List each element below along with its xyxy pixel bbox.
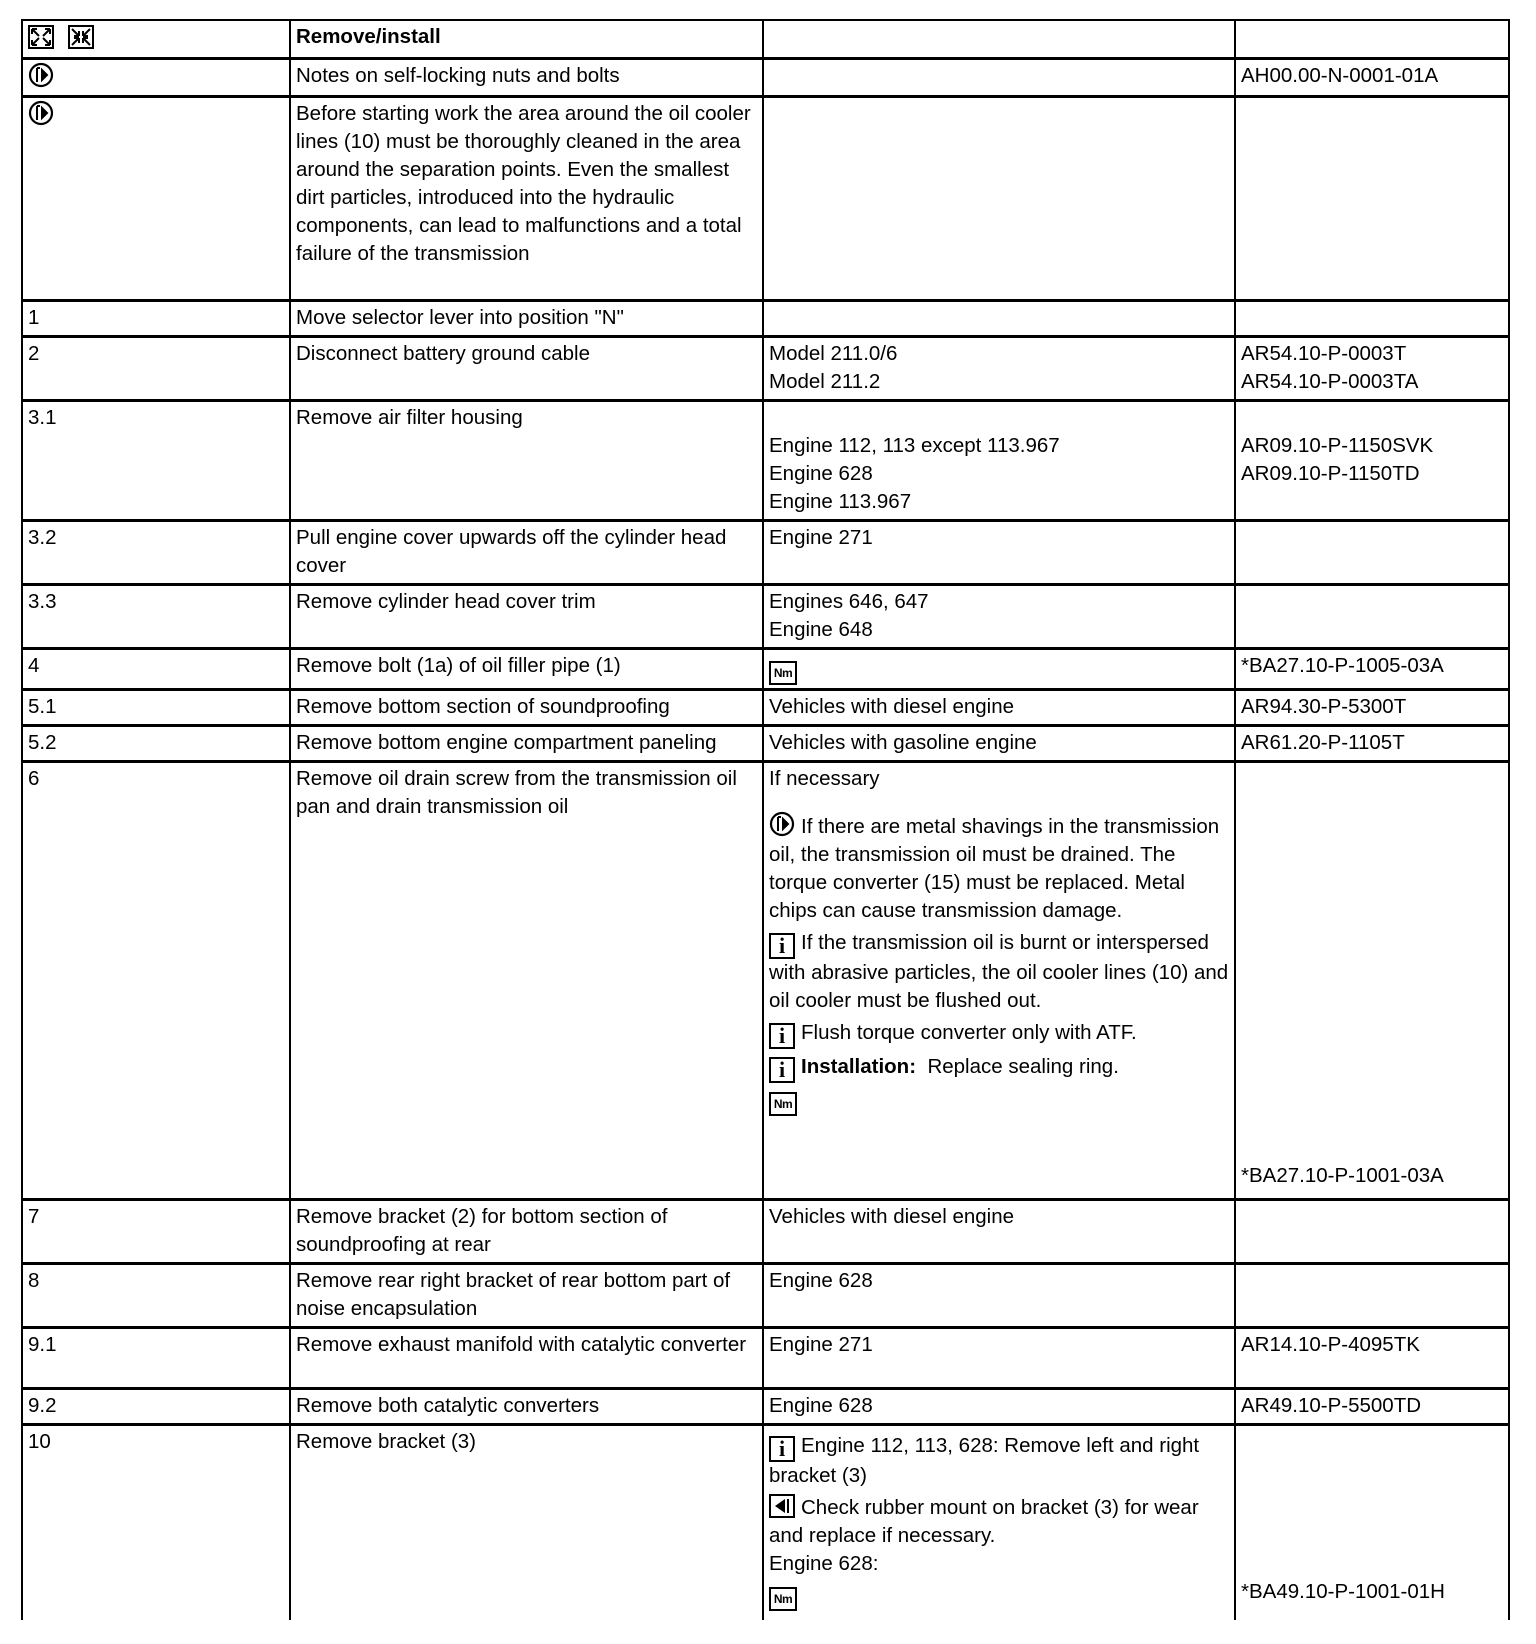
reference-link[interactable]: *BA27.10-P-1001-03A bbox=[1241, 1163, 1444, 1187]
step-number: 2 bbox=[22, 336, 290, 400]
condition-text: Engine 628 bbox=[769, 461, 873, 485]
table-row bbox=[22, 96, 1509, 300]
info-text: If the transmission oil is burnt or interspersed with abrasive particles, the oil cooler lines (10) and oil cooler must be flushed out. bbox=[769, 930, 1229, 1012]
info-icon: i bbox=[769, 1023, 795, 1049]
reference-link[interactable]: AR54.10-P-0003TA bbox=[1241, 369, 1419, 393]
info-text: Engine 112, 113, 628: Remove left and right bracket (3) bbox=[769, 1433, 1200, 1487]
back-triangle-icon bbox=[769, 1494, 795, 1518]
reference-link[interactable]: AR09.10-P-1150TD bbox=[1241, 461, 1420, 485]
condition-cell bbox=[763, 58, 1235, 96]
step-text: Remove oil drain screw from the transmission oil pan and drain transmission oil bbox=[290, 761, 763, 1199]
condition-text: Vehicles with diesel engine bbox=[763, 1199, 1235, 1263]
condition-text: Engines 646, 647 bbox=[769, 589, 929, 613]
step-text: Remove bracket (2) for bottom section of soundproofing at rear bbox=[290, 1199, 763, 1263]
step-number: 10 bbox=[22, 1424, 290, 1620]
step-number: 1 bbox=[22, 300, 290, 336]
condition-cell bbox=[763, 761, 1235, 1199]
step-text: Remove air filter housing bbox=[290, 400, 763, 520]
reference-link[interactable]: AR61.20-P-1105T bbox=[1235, 725, 1509, 761]
table-header-row bbox=[22, 20, 1509, 58]
step-number: 5.1 bbox=[22, 689, 290, 725]
procedure-table bbox=[21, 19, 1510, 1620]
step-text: Remove rear right bracket of rear bottom part of noise encapsulation bbox=[290, 1263, 763, 1327]
condition-cell bbox=[763, 648, 1235, 689]
note-icon-cell bbox=[22, 58, 290, 96]
reference-cell bbox=[1235, 400, 1509, 520]
reference-cell bbox=[1235, 1263, 1509, 1327]
condition-cell bbox=[763, 584, 1235, 648]
table-row bbox=[22, 1327, 1509, 1388]
step-text: Disconnect battery ground cable bbox=[290, 336, 763, 400]
table-row bbox=[22, 725, 1509, 761]
condition-text: Engine 648 bbox=[769, 617, 873, 641]
step-text: Before starting work the area around the oil cooler lines (10) must be thoroughly cleaned in the area around the separation points. Even the smallest dirt particles, introduced into the hydraulic components, can lead to malfunctions and a total failure of the transmission bbox=[290, 96, 763, 300]
reference-link[interactable]: AR94.30-P-5300T bbox=[1235, 689, 1509, 725]
note-arrow-icon bbox=[769, 811, 795, 837]
table-row bbox=[22, 58, 1509, 96]
step-number: 3.1 bbox=[22, 400, 290, 520]
reference-cell bbox=[1235, 300, 1509, 336]
reference-cell bbox=[1235, 761, 1509, 1199]
condition-text: Vehicles with gasoline engine bbox=[763, 725, 1235, 761]
table-row bbox=[22, 584, 1509, 648]
condition-text: Engine 271 bbox=[763, 520, 1235, 584]
reference-link[interactable]: AR09.10-P-1150SVK bbox=[1241, 433, 1434, 457]
info-icon: i bbox=[769, 1057, 795, 1083]
condition-text: Engine 628: bbox=[769, 1551, 879, 1575]
step-text: Remove bolt (1a) of oil filler pipe (1) bbox=[290, 648, 763, 689]
step-text: Remove both catalytic converters bbox=[290, 1388, 763, 1424]
condition-cell bbox=[763, 300, 1235, 336]
step-text: Notes on self-locking nuts and bolts bbox=[290, 58, 763, 96]
note-arrow-icon bbox=[28, 100, 54, 126]
step-number: 6 bbox=[22, 761, 290, 1199]
condition-text: Engine 271 bbox=[763, 1327, 1235, 1388]
step-text: Remove cylinder head cover trim bbox=[290, 584, 763, 648]
step-number: 3.2 bbox=[22, 520, 290, 584]
step-text: Remove bracket (3) bbox=[290, 1424, 763, 1620]
reference-cell bbox=[1235, 1424, 1509, 1620]
collapse-arrows-icon[interactable] bbox=[68, 25, 94, 49]
condition-cell bbox=[763, 96, 1235, 300]
step-text: Pull engine cover upwards off the cylinder head cover bbox=[290, 520, 763, 584]
table-row bbox=[22, 400, 1509, 520]
section-title: Remove/install bbox=[296, 25, 441, 48]
info-text: Flush torque converter only with ATF. bbox=[801, 1020, 1137, 1044]
info-icon: i bbox=[769, 933, 795, 959]
condition-text: Model 211.2 bbox=[769, 369, 881, 393]
condition-text: If necessary bbox=[769, 766, 880, 790]
info-text: Replace sealing ring. bbox=[927, 1054, 1119, 1078]
reference-cell bbox=[1235, 584, 1509, 648]
table-row bbox=[22, 520, 1509, 584]
note-block bbox=[769, 811, 1230, 925]
torque-nm-icon[interactable]: Nm bbox=[769, 1587, 797, 1611]
header-title-cell bbox=[290, 20, 763, 58]
condition-cell bbox=[763, 400, 1235, 520]
info-block bbox=[769, 929, 1230, 1015]
condition-text: Engine 112, 113 except 113.967 bbox=[769, 433, 1060, 457]
step-number: 9.2 bbox=[22, 1388, 290, 1424]
torque-nm-icon[interactable]: Nm bbox=[769, 661, 797, 685]
step-number: 5.2 bbox=[22, 725, 290, 761]
header-icons-cell bbox=[22, 20, 290, 58]
torque-nm-icon[interactable]: Nm bbox=[769, 1092, 797, 1116]
check-block bbox=[769, 1494, 1230, 1550]
reference-link[interactable]: AR49.10-P-5500TD bbox=[1235, 1388, 1509, 1424]
table-row bbox=[22, 1424, 1509, 1620]
step-number: 7 bbox=[22, 1199, 290, 1263]
info-block bbox=[769, 1053, 1230, 1083]
reference-cell bbox=[1235, 520, 1509, 584]
info-icon: i bbox=[769, 1436, 795, 1462]
condition-text: Engine 628 bbox=[763, 1263, 1235, 1327]
table-row bbox=[22, 648, 1509, 689]
table-row bbox=[22, 1263, 1509, 1327]
step-number: 4 bbox=[22, 648, 290, 689]
condition-text: Engine 628 bbox=[763, 1388, 1235, 1424]
table-row bbox=[22, 761, 1509, 1199]
reference-cell bbox=[1235, 96, 1509, 300]
condition-text: Engine 113.967 bbox=[769, 489, 912, 513]
info-block bbox=[769, 1019, 1230, 1049]
condition-cell bbox=[763, 336, 1235, 400]
reference-link[interactable]: *BA27.10-P-1005-03A bbox=[1235, 648, 1509, 689]
condition-cell bbox=[763, 1424, 1235, 1620]
header-empty-cell bbox=[763, 20, 1235, 58]
table-row bbox=[22, 1199, 1509, 1263]
table-row bbox=[22, 336, 1509, 400]
step-number: 3.3 bbox=[22, 584, 290, 648]
step-number: 9.1 bbox=[22, 1327, 290, 1388]
condition-text: Vehicles with diesel engine bbox=[763, 689, 1235, 725]
table-row bbox=[22, 1388, 1509, 1424]
step-number: 8 bbox=[22, 1263, 290, 1327]
note-arrow-icon bbox=[28, 62, 54, 88]
step-text: Remove bottom engine compartment paneling bbox=[290, 725, 763, 761]
reference-cell bbox=[1235, 336, 1509, 400]
reference-link[interactable]: AR54.10-P-0003T bbox=[1241, 341, 1407, 365]
installation-label: Installation: bbox=[801, 1054, 917, 1078]
header-empty-cell bbox=[1235, 20, 1509, 58]
note-icon-cell bbox=[22, 96, 290, 300]
table-row bbox=[22, 689, 1509, 725]
note-text: If there are metal shavings in the transmission oil, the transmission oil must be drained. The torque converter (15) must be replaced. Metal chips can cause transmission damage. bbox=[769, 814, 1220, 922]
check-text: Check rubber mount on bracket (3) for wear and replace if necessary. bbox=[769, 1495, 1199, 1547]
expand-arrows-icon[interactable] bbox=[28, 25, 54, 49]
info-block bbox=[769, 1432, 1230, 1490]
table-row bbox=[22, 300, 1509, 336]
reference-link[interactable]: AR14.10-P-4095TK bbox=[1235, 1327, 1509, 1388]
condition-text: Model 211.0/6 bbox=[769, 341, 898, 365]
reference-link[interactable]: *BA49.10-P-1001-01H bbox=[1241, 1580, 1445, 1603]
step-text: Move selector lever into position "N" bbox=[290, 300, 763, 336]
step-text: Remove exhaust manifold with catalytic converter bbox=[290, 1327, 763, 1388]
step-text: Remove bottom section of soundproofing bbox=[290, 689, 763, 725]
reference-cell bbox=[1235, 1199, 1509, 1263]
reference-link[interactable]: AH00.00-N-0001-01A bbox=[1235, 58, 1509, 96]
